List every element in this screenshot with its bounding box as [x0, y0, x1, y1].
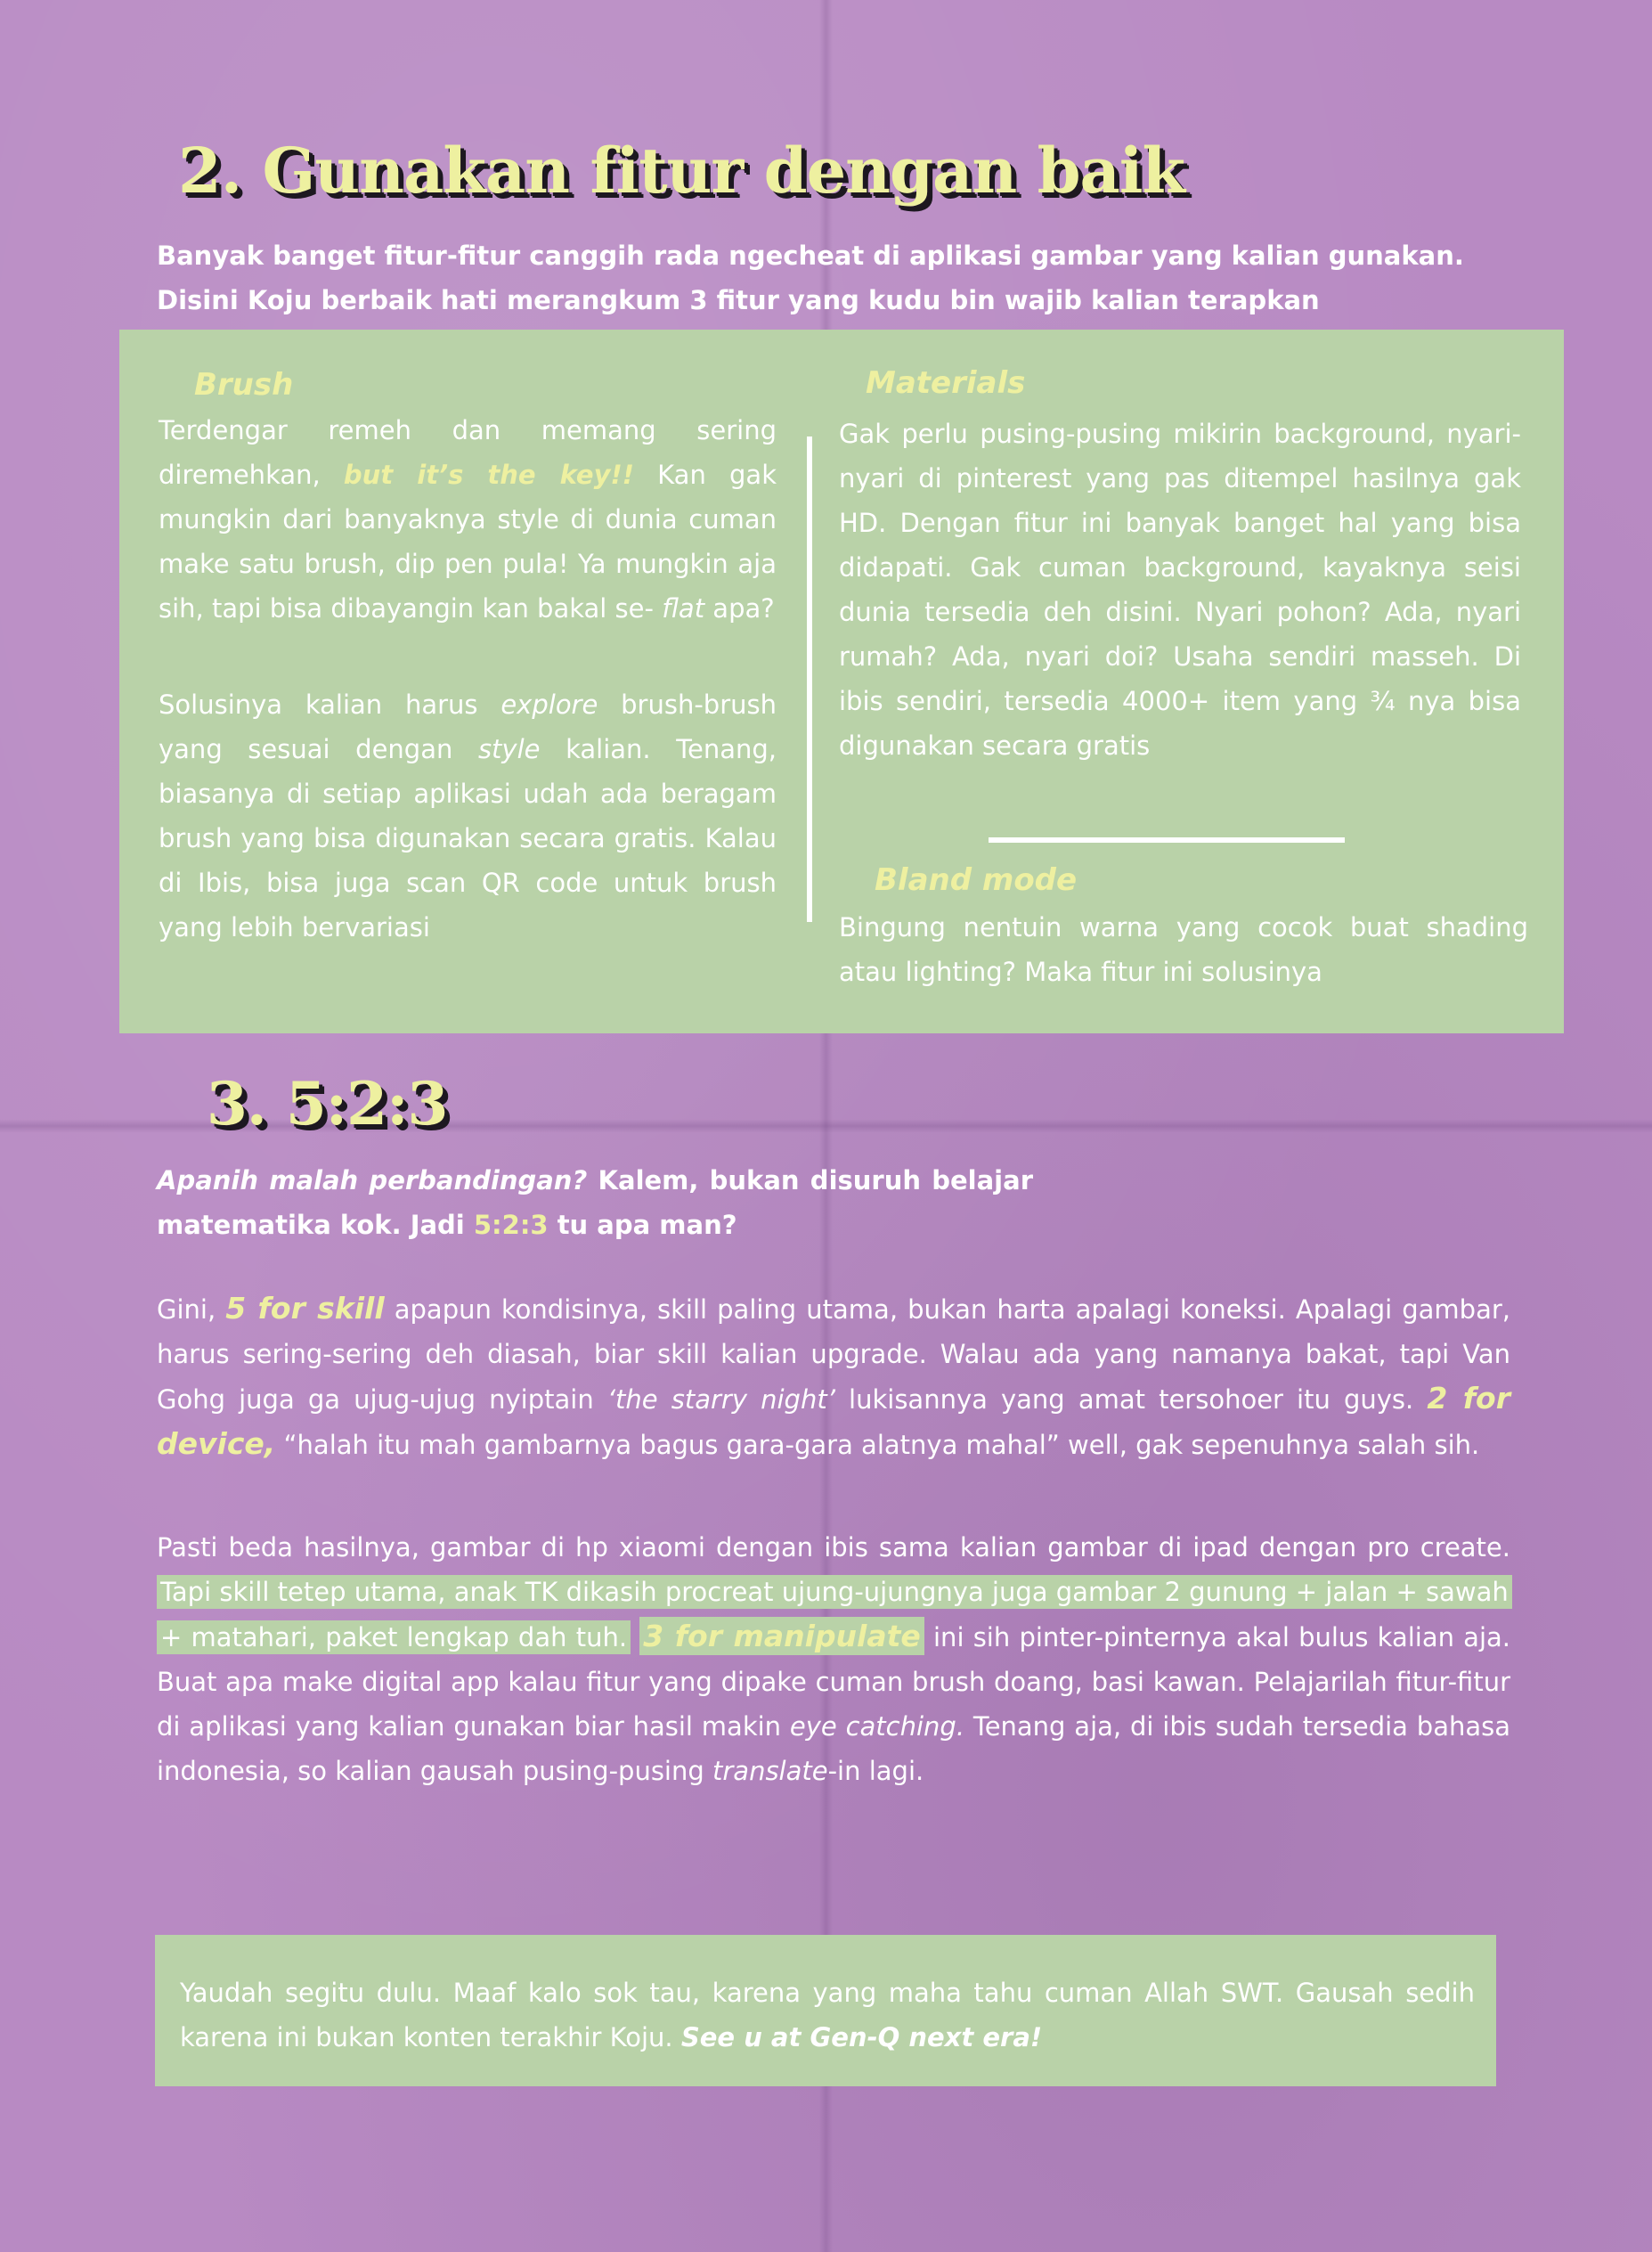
section3-intro: [157, 1158, 1033, 1247]
eye-catching-italic: eye catching.: [789, 1711, 965, 1742]
closing-paragraph: [180, 1970, 1475, 2060]
brush-p2-text-a: Solusinya kalian harus: [159, 689, 501, 720]
p2-text-a: Pasti beda hasilnya, gambar di hp xiaomi dengan ibis sama kalian gambar di ipad dengan pro create.: [157, 1532, 1510, 1563]
brush-p1-text-c: apa?: [704, 593, 775, 624]
brush-flat-italic: flat: [662, 593, 705, 624]
brush-explore-italic: explore: [500, 689, 598, 720]
intro-line-2: Disini Koju berbaik hati merangkum 3 fitur yang kudu bin wajib kalian terapkan: [157, 285, 1320, 315]
materials-paragraph: Gak perlu pusing-pusing mikirin background, nyari-nyari di pinterest yang pas ditempel hasilnya gak HD. Dengan fitur ini banyak banget hal yang bisa didapati. Gak cuman background, kayaknya seisi dunia tersedia deh disini. Nyari pohon? Ada, nyari rumah? Ada, nyari doi? Usaha sendiri masseh. Di ibis sendiri, tersedia 4000+ item yang ¾ nya bisa digunakan secara gratis: [839, 419, 1521, 761]
skill-highlight: 5 for skill: [225, 1291, 385, 1326]
closing-text: Yaudah segitu dulu. Maaf kalo sok tau, karena yang maha tahu cuman Allah SWT. Gausah sedih karena ini bukan konten terakhir Koju.: [180, 1978, 1475, 2052]
brush-p1-text-b: Kan gak mungkin dari banyaknya style di dunia cuman make satu brush, dip pen pula! Ya mungkin aja sih, tapi bisa dibayangin kan bakal se-: [159, 460, 777, 624]
p2-text-b: ini sih pinter-pinternya akal bulus kalian aja. Buat apa make digital app kalau fitur yang dipake cuman brush doang, basi kawan. Pelajarilah fitur-fitur di aplikasi yang kalian gunakan biar hasil makin: [157, 1622, 1510, 1742]
bland-mode-title: Bland mode: [875, 862, 1078, 898]
section3-paragraph-1: [157, 1286, 1510, 1467]
p1-text-a: Gini,: [157, 1294, 226, 1325]
p2-text-d: -in lagi.: [827, 1756, 924, 1786]
intro-text-b: tu apa man?: [548, 1210, 737, 1240]
manipulate-highlight: 3 for manipulate: [639, 1617, 924, 1655]
brush-p1-text-a: Terdengar remeh dan memang sering diremehkan,: [159, 415, 777, 490]
closing-signoff: See u at Gen-Q next era!: [680, 2022, 1043, 2052]
p1-text-c: lukisannya yang amat tersohoer itu guys.: [834, 1384, 1428, 1415]
p2-text-c: Tenang aja, di ibis sudah tersedia bahasa indonesia, so kalian gausah pusing-pusing: [157, 1711, 1510, 1786]
bland-mode-paragraph: Bingung nentuin warna yang cocok buat shading atau lighting? Maka fitur ini solusinya: [839, 912, 1528, 987]
intro-text-a: Kalem, bukan disuruh belajar matematika kok. Jadi: [157, 1165, 1033, 1240]
starry-night-italic: ‘the starry night’: [606, 1384, 835, 1415]
brush-title: Brush: [194, 367, 294, 403]
materials-title: Materials: [866, 365, 1026, 401]
brush-style-italic: style: [477, 734, 541, 764]
brush-p2-text-c: kalian. Tenang, biasanya di setiap aplikasi udah ada beragam brush yang bisa digunakan secara gratis. Kalau di Ibis, bisa juga scan QR code untuk brush yang lebih bervariasi: [159, 734, 777, 942]
translate-italic: translate: [712, 1756, 828, 1786]
materials-divider: [989, 837, 1345, 843]
device-highlight: 2 for device,: [157, 1381, 1510, 1461]
p1-text-d: “halah itu mah gambarnya bagus gara-gara alatnya mahal” well, gak sepenuhnya salah sih.: [275, 1430, 1480, 1460]
brush-paragraph-1: [159, 408, 777, 631]
p1-text-b: apapun kondisinya, skill paling utama, bukan harta apalagi koneksi. Apalagi gambar, harus sering-sering deh diasah, biar skill kalian upgrade. Walau ada yang namanya bakat, tapi Van Gohg juga ga ujug-ujug nyiptain: [157, 1294, 1510, 1415]
intro-line-1: Banyak banget fitur-fitur canggih rada ngecheat di aplikasi gambar yang kalian gunakan.: [157, 241, 1464, 271]
intro-ratio: 5:2:3: [473, 1210, 549, 1240]
section2-heading: 2. Gunakan fitur dengan baik: [178, 134, 1185, 208]
section3-heading: 3. 5:2:3: [207, 1069, 448, 1138]
intro-question: Apanih malah perbandingan?: [157, 1165, 588, 1195]
brush-p2-text-b: brush-brush yang sesuai dengan: [159, 689, 777, 764]
section2-intro: [157, 233, 1528, 322]
tk-green-highlight: Tapi skill tetep utama, anak TK dikasih procreat ujung-ujungnya juga gambar 2 gunung + jalan + sawah + matahari, paket lengkap dah tuh.: [157, 1575, 1512, 1654]
section3-paragraph-2: [157, 1525, 1510, 1793]
column-divider: [807, 437, 812, 922]
brush-paragraph-2: [159, 682, 777, 950]
brush-key-highlight: but it’s the key!!: [343, 460, 634, 490]
